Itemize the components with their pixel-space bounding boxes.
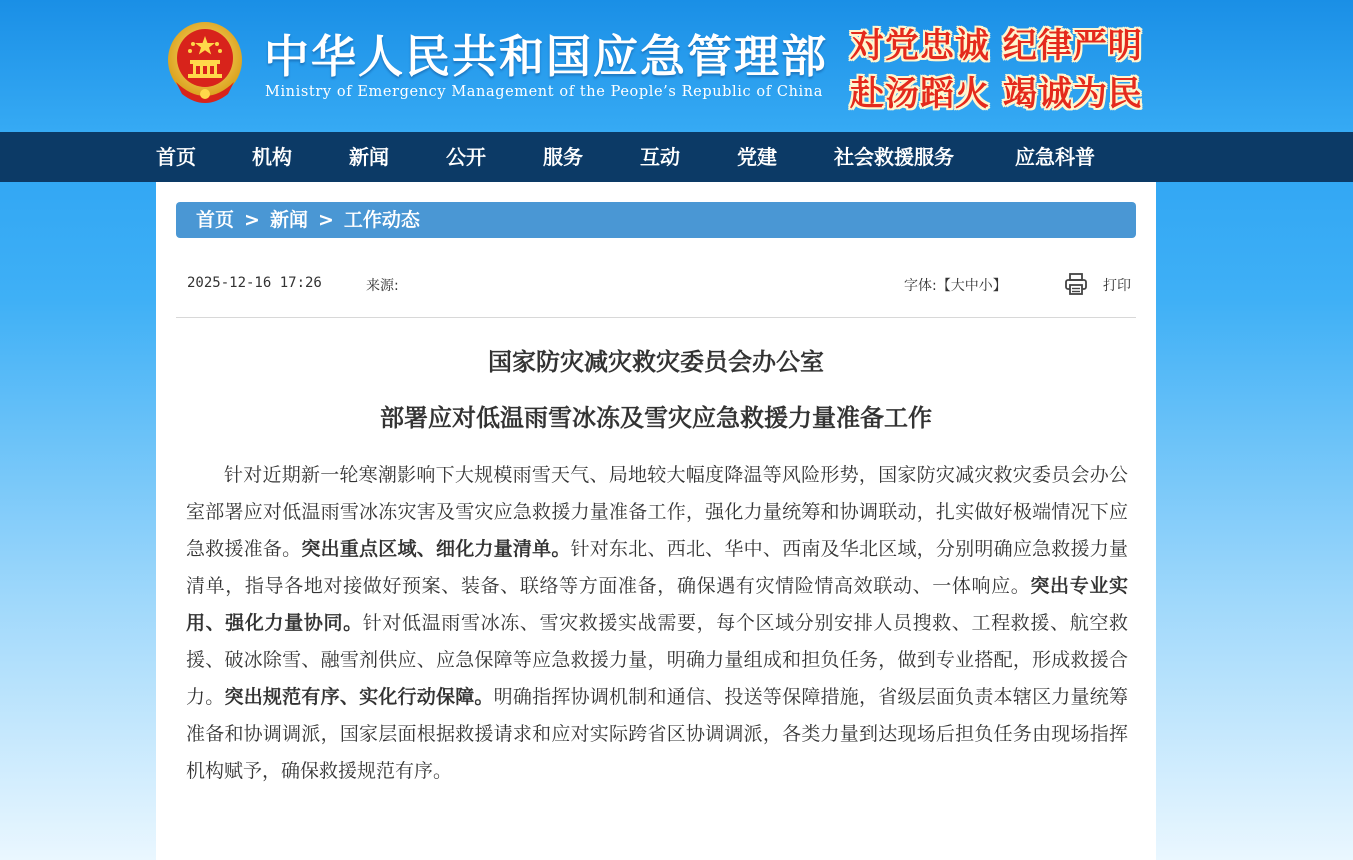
breadcrumb-news[interactable]: 新闻 bbox=[269, 209, 308, 231]
nav-item-organization[interactable]: 机构 bbox=[252, 145, 292, 169]
nav-item-party[interactable]: 党建 bbox=[737, 145, 777, 169]
national-emblem-icon[interactable] bbox=[166, 20, 244, 104]
nav-item-interaction[interactable]: 互动 bbox=[640, 145, 680, 169]
publish-date: 2025-12-16 17:26 bbox=[187, 275, 322, 291]
site-subtitle: Ministry of Emergency Management of the People’s Republic of China bbox=[265, 84, 823, 100]
nav-item-home[interactable]: 首页 bbox=[156, 145, 196, 169]
font-size-switcher[interactable]: 字体:【大中小】 bbox=[904, 278, 1007, 294]
slogan-line-1: 对党忠诚 纪律严明 bbox=[850, 26, 1143, 66]
site-title[interactable]: 中华人民共和国应急管理部 bbox=[264, 30, 829, 83]
body-highlight: 突出专业实用、强化力量协同。 bbox=[186, 575, 1128, 634]
site-header bbox=[0, 0, 1353, 132]
divider bbox=[176, 317, 1136, 318]
breadcrumb-work-updates[interactable]: 工作动态 bbox=[343, 209, 420, 231]
nav-item-social-rescue[interactable]: 社会救援服务 bbox=[834, 145, 954, 169]
breadcrumb-separator: > bbox=[317, 209, 334, 231]
breadcrumb-separator: > bbox=[244, 209, 260, 231]
breadcrumb-home[interactable]: 首页 bbox=[196, 209, 235, 231]
nav-item-science[interactable]: 应急科普 bbox=[1015, 145, 1095, 169]
body-segment: 针对低温雨雪冰冻、雪灾救援实战需要，每个区域分别安排人员搜救、工程救援、航空救援、破冰除雪、融雪剂供应、应急保障等应急救援力量，明确力量组成和担负任务，做到专业搭配，形成救援合力。 bbox=[186, 612, 1128, 708]
main-nav bbox=[0, 132, 1353, 182]
article-title-line-1: 国家防灾减灾救灾委员会办公室 bbox=[488, 347, 824, 376]
source-label: 来源: bbox=[366, 278, 399, 294]
article-title-line-2: 部署应对低温雨雪冰冻及雪灾应急救援力量准备工作 bbox=[380, 403, 932, 432]
body-segment: 明确指挥协调机制和通信、投送等保障措施，省级层面负责本辖区力量统筹准备和协调调派，国家层面根据救援请求和应对实际跨省区协调调派，各类力量到达现场后担负任务由现场指挥机构赋予，确保救援规范有序。 bbox=[186, 686, 1128, 782]
nav-item-service[interactable]: 服务 bbox=[543, 145, 583, 169]
breadcrumb bbox=[176, 202, 1136, 238]
content-panel bbox=[156, 182, 1156, 860]
nav-item-public[interactable]: 公开 bbox=[446, 145, 486, 169]
nav-item-news[interactable]: 新闻 bbox=[349, 145, 389, 169]
slogan-line-2: 赴汤蹈火 竭诚为民 bbox=[850, 74, 1143, 114]
body-segment: 针对东北、西北、华中、西南及华北区域，分别明确应急救援力量清单，指导各地对接做好预案、装备、联络等方面准备，确保遇有灾情险情高效联动、一体响应。 bbox=[186, 538, 1128, 597]
printer-icon[interactable] bbox=[1064, 273, 1088, 295]
body-highlight: 突出重点区域、细化力量清单。 bbox=[301, 538, 571, 560]
body-highlight: 突出规范有序、实化行动保障。 bbox=[224, 686, 494, 708]
body-segment: 针对近期新一轮寒潮影响下大规模雨雪天气、局地较大幅度降温等风险形势，国家防灾减灾救灾委员会办公室部署应对低温雨雪冰冻灾害及雪灾应急救援力量准备工作，强化力量统筹和协调联动，扎实做好极端情况下应急救援准备。 bbox=[186, 464, 1128, 560]
print-link[interactable]: 打印 bbox=[1103, 278, 1131, 294]
article-body bbox=[186, 457, 1128, 790]
